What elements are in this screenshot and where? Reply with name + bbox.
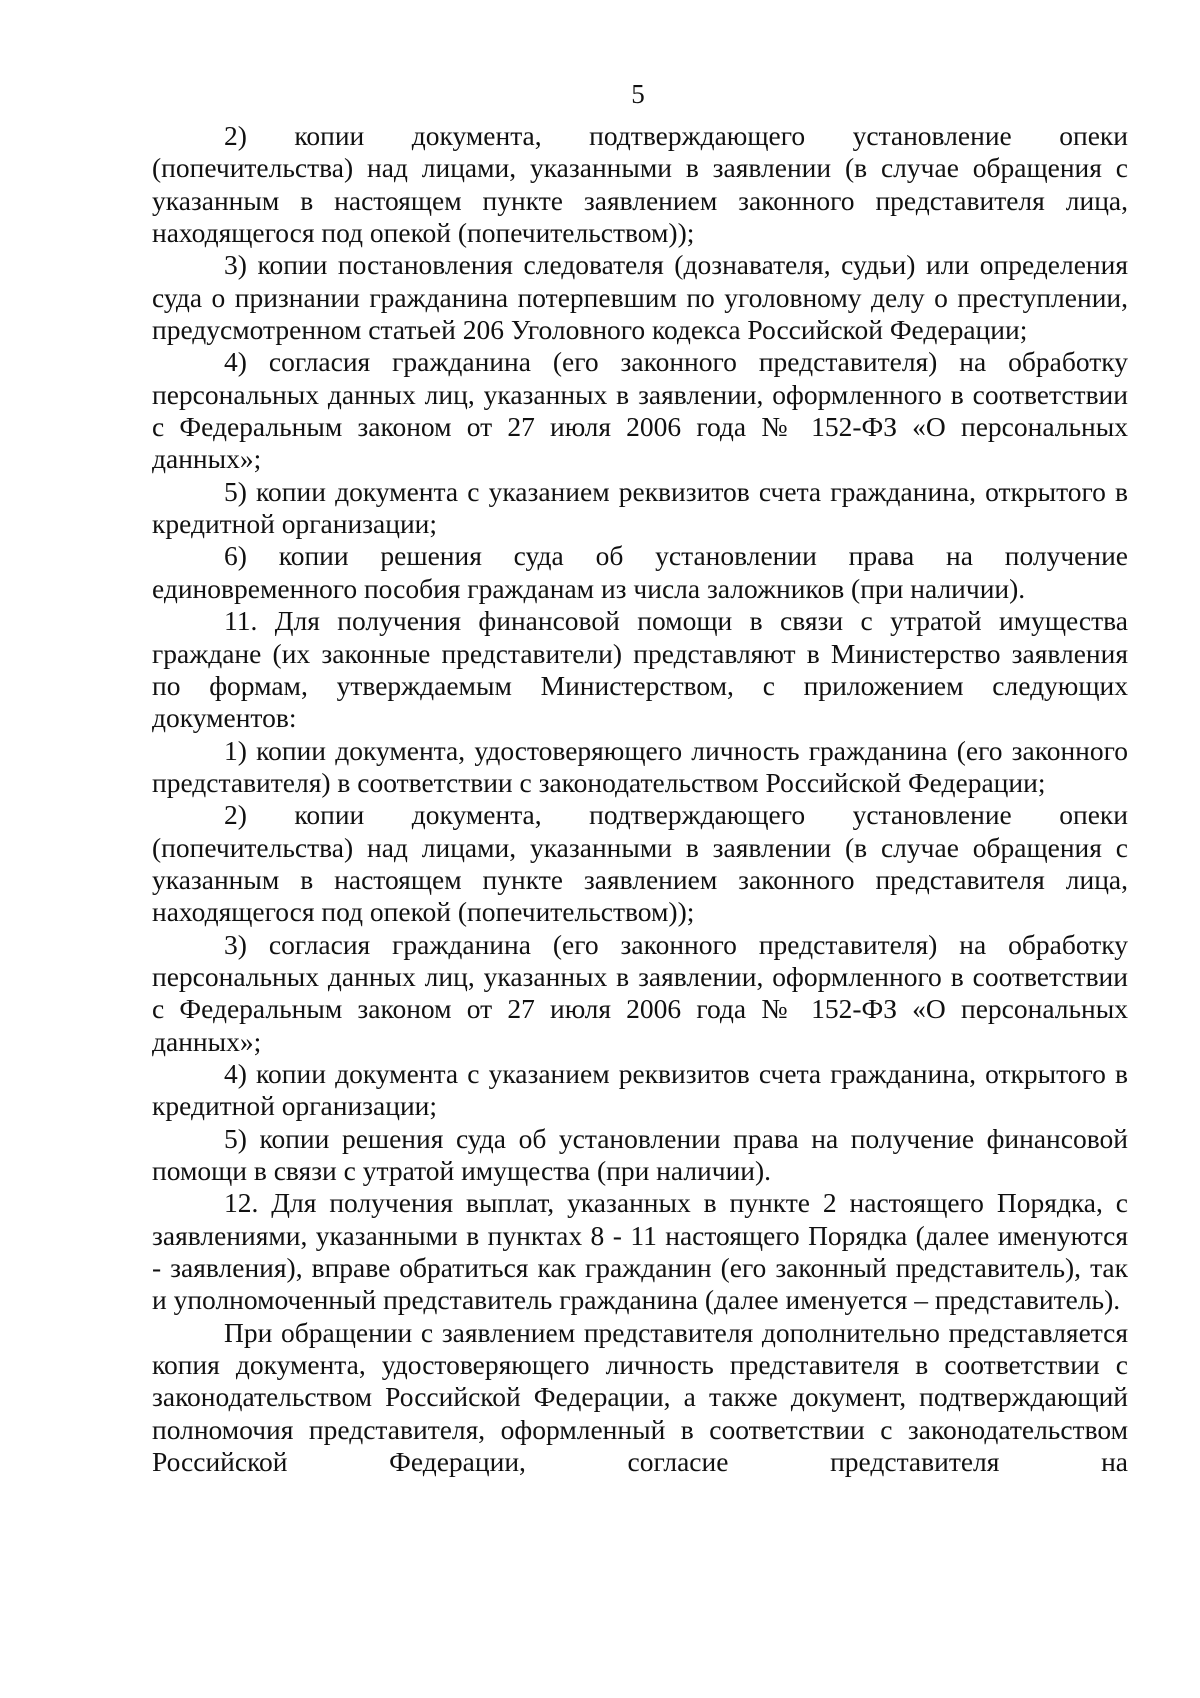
paragraph-section-11-item-4: 4) копии документа с указанием реквизитов счета гражданина, открытого в кредитной организации; — [152, 1057, 1128, 1122]
paragraph-representative: При обращении с заявлением представителя дополнительно представляется копия документа, удостоверяющего личность представителя в соответствии с законодательством Российской Федерации, а также документ, подтверждающий полномочия представителя, оформленный в соответствии с законодательством Российской Федерации, согласие представителя на — [152, 1316, 1128, 1478]
page-number: 5 — [631, 79, 645, 109]
paragraph-section-11-item-5: 5) копии решения суда об установлении права на получение финансовой помощи в связи с утратой имущества (при наличии). — [152, 1122, 1128, 1186]
paragraph-section-11-item-2: 2) копии документа, подтверждающего установление опеки (попечительства) над лицами, указанными в заявлении (в случае обращения с указанным в настоящем пункте заявлением законного представителя лица, находящегося под опекой (попечительством)); — [152, 799, 1128, 928]
paragraph-section-11-item-1: 1) копии документа, удостоверяющего личность гражданина (его законного представителя) в соответствии с законодательством Российской Федерации; — [152, 734, 1128, 798]
paragraph-item-3-investigator-decree: 3) копии постановления следователя (дознавателя, судьи) или определения суда о признании гражданина потерпевшим по уголовному делу о преступлении, предусмотренном статьей 206 Уголовного кодекса Российской Федерации; — [152, 249, 1128, 346]
paragraph-item-2-guardianship: 2) копии документа, подтверждающего установление опеки (попечительства) над лицами, указанными в заявлении (в случае обращения с указанным в настоящем пункте заявлением законного представителя лица, находящегося под опекой (попечительством)); — [152, 120, 1128, 249]
document-body — [152, 120, 1128, 1478]
paragraph-section-11: 11. Для получения финансовой помощи в связи с утратой имущества граждане (их законные представители) представляют в Министерство заявления по формам, утверждаемым Министерством, с приложением следующих документов: — [152, 605, 1128, 734]
paragraph-item-6-court-decision: 6) копии решения суда об установлении права на получение единовременного пособия гражданам из числа заложников (при наличии). — [152, 540, 1128, 604]
paragraph-item-4-personal-data-consent: 4) согласия гражданина (его законного представителя) на обработку персональных данных лиц, указанных в заявлении, оформленного в соответствии с Федеральным законом от 27 июля 2006 года № 152-ФЗ «О персональных данных»; — [152, 346, 1128, 475]
paragraph-section-12: 12. Для получения выплат, указанных в пункте 2 настоящего Порядка, с заявлениями, указанными в пунктах 8 - 11 настоящего Порядка (далее именуются - заявления), вправе обратиться как гражданин (его законный представитель), так и уполномоченный представитель гражданина (далее именуется – представитель). — [152, 1187, 1128, 1316]
paragraph-section-11-item-3: 3) согласия гражданина (его законного представителя) на обработку персональных данных лиц, указанных в заявлении, оформленного в соответствии с Федеральным законом от 27 июля 2006 года № 152-ФЗ «О персональных данных»; — [152, 928, 1128, 1057]
paragraph-item-5-bank-account: 5) копии документа с указанием реквизитов счета гражданина, открытого в кредитной организации; — [152, 475, 1128, 540]
